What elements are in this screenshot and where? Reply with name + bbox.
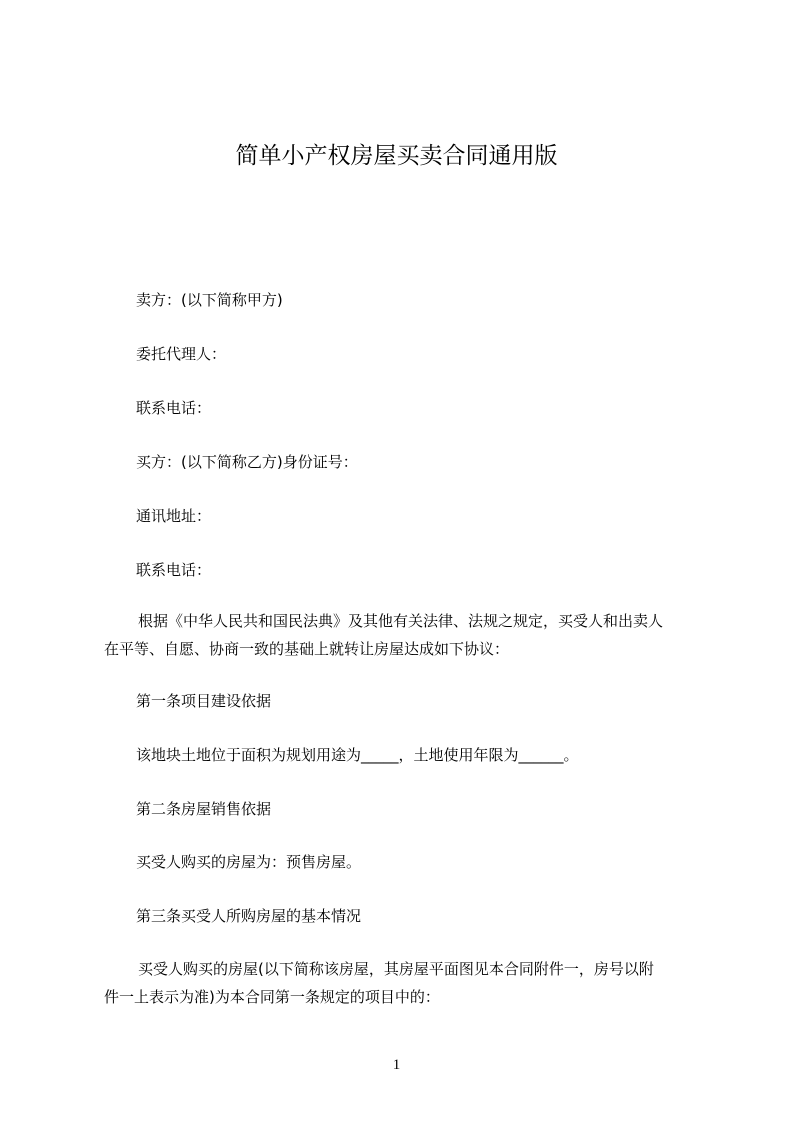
article2-body: 买受人购买的房屋为：预售房屋。 — [136, 853, 362, 871]
article1-body: 该地块土地位于面积为规划用途为_____，土地使用年限为______。 — [136, 746, 579, 764]
document-title: 简单小产权房屋买卖合同通用版 — [235, 143, 558, 169]
intro-paragraph-line-1: 根据《中华人民共和国民法典》及其他有关法律、法规之规定，买受人和出卖人 — [138, 612, 664, 630]
intro-paragraph-line-2: 在平等、自愿、协商一致的基础上就转让房屋达成如下协议： — [104, 640, 510, 658]
article3-paragraph-line-2: 件一上表示为准)为本合同第一条规定的项目中的： — [104, 988, 440, 1006]
seller-phone-line: 联系电话： — [136, 399, 212, 417]
article2-title: 第二条房屋销售依据 — [136, 800, 272, 818]
agent-line: 委托代理人： — [136, 345, 227, 363]
page-number: 1 — [392, 1057, 401, 1073]
buyer-line: 买方：(以下简称乙方)身份证号： — [136, 453, 358, 471]
buyer-phone-line: 联系电话： — [136, 561, 212, 579]
intro-paragraph — [104, 610, 704, 660]
article1-title: 第一条项目建设依据 — [136, 692, 272, 710]
article3-title: 第三条买受人所购房屋的基本情况 — [136, 907, 362, 925]
address-line: 通讯地址： — [136, 507, 212, 525]
seller-line: 卖方：(以下简称甲方) — [136, 291, 283, 309]
article3-paragraph — [104, 958, 704, 1008]
article3-paragraph-line-1: 买受人购买的房屋(以下简称该房屋，其房屋平面图见本合同附件一，房号以附 — [138, 960, 654, 978]
